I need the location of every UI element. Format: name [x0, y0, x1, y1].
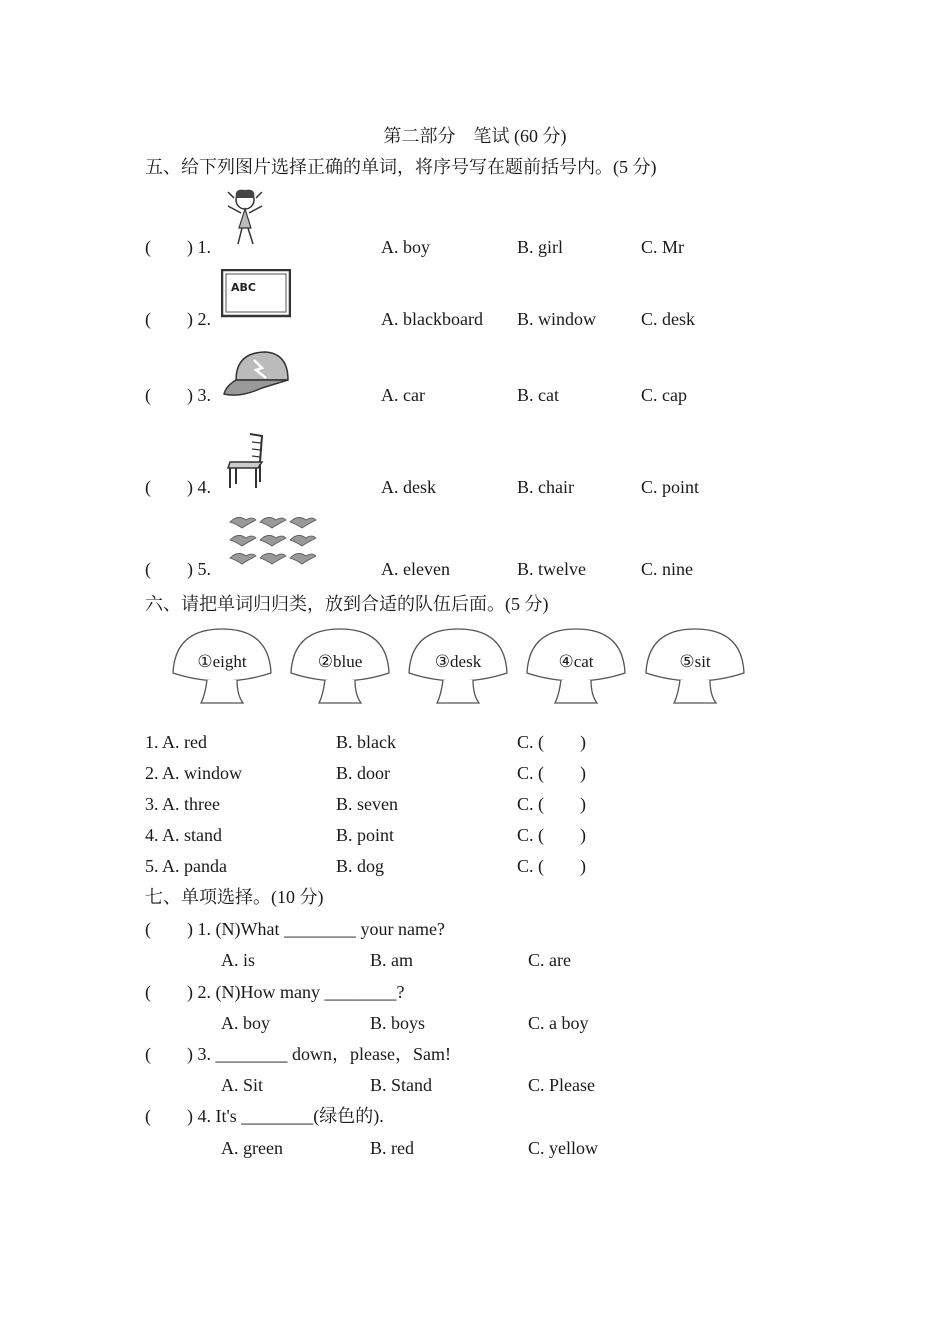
s5-q4-number: ( ) 4.	[145, 477, 211, 497]
s6-row-3-b: B. seven	[336, 794, 398, 814]
s5-q1-number: ( ) 1.	[145, 237, 211, 257]
section-6-heading: 六、请把单词归归类，放到合适的队伍后面。(5 分)	[145, 594, 549, 614]
s5-q4-option-b: B. chair	[517, 477, 574, 497]
s7-q4-option-a: A. green	[221, 1138, 283, 1158]
s6-row-1-a: 1. A. red	[145, 732, 207, 752]
s6-row-4-b: B. point	[336, 825, 395, 845]
s6-row-2-c: C. ( )	[517, 763, 586, 783]
s7-q2-option-b: B. boys	[370, 1013, 426, 1033]
s7-q2-stem: ( ) 2. (N)How many ________?	[145, 982, 405, 1002]
mushroom-5	[644, 625, 746, 707]
s5-q4-option-c: C. point	[641, 477, 700, 497]
s5-q1-option-a: A. boy	[381, 237, 430, 257]
s6-row-2-b: B. door	[336, 763, 390, 783]
s7-q1-option-a: A. is	[221, 950, 256, 970]
s7-q4-option-c: C. yellow	[528, 1138, 598, 1158]
s5-q5-option-b: B. twelve	[517, 559, 586, 579]
s7-q4-stem: ( ) 4. It's ________(绿色的).	[145, 1106, 384, 1126]
s5-q2-number: ( ) 2.	[145, 309, 211, 329]
s5-q3-option-a: A. car	[381, 385, 425, 405]
mushroom-3-label: ③desk	[434, 652, 482, 671]
s5-q4-option-a: A. desk	[381, 477, 436, 497]
blackboard-icon	[221, 269, 291, 319]
s6-row-4-a: 4. A. stand	[145, 825, 223, 845]
cap-icon	[222, 346, 292, 400]
s7-q3-option-b: B. Stand	[370, 1075, 433, 1095]
chair-icon	[224, 432, 270, 490]
s6-row-1-c: C. ( )	[517, 732, 586, 752]
s6-row-5-b: B. dog	[336, 856, 385, 876]
s5-q5-option-c: C. nine	[641, 559, 693, 579]
s5-q1-option-c: C. Mr	[641, 237, 685, 257]
s5-q3-option-c: C. cap	[641, 385, 687, 405]
mushroom-2-label: ②blue	[317, 652, 363, 671]
mushroom-1	[171, 625, 273, 707]
s6-row-5-a: 5. A. panda	[145, 856, 227, 876]
s5-q2-option-a: A. blackboard	[381, 309, 483, 329]
mushroom-4	[525, 625, 627, 707]
s7-q2-option-a: A. boy	[221, 1013, 270, 1033]
s6-row-4-c: C. ( )	[517, 825, 586, 845]
part-title: 第二部分 笔试 (60 分)	[383, 126, 567, 146]
s7-q1-option-c: C. are	[528, 950, 571, 970]
mushroom-5-label: ⑤sit	[679, 652, 711, 671]
birds-icon	[226, 512, 326, 572]
s7-q1-stem: ( ) 1. (N)What ________ your name?	[145, 919, 445, 939]
s6-row-2-a: 2. A. window	[145, 763, 243, 783]
section-7-heading: 七、单项选择。(10 分)	[145, 887, 324, 907]
mushroom-4-label: ④cat	[558, 652, 594, 671]
s5-q3-number: ( ) 3.	[145, 385, 211, 405]
s6-row-3-c: C. ( )	[517, 794, 586, 814]
s5-q5-option-a: A. eleven	[381, 559, 450, 579]
s5-q3-option-b: B. cat	[517, 385, 559, 405]
s5-q2-option-c: C. desk	[641, 309, 695, 329]
s6-row-5-c: C. ( )	[517, 856, 586, 876]
s7-q3-option-a: A. Sit	[221, 1075, 264, 1095]
s5-q1-option-b: B. girl	[517, 237, 564, 257]
s5-q2-option-b: B. window	[517, 309, 597, 329]
mushroom-3	[407, 625, 509, 707]
mushroom-2	[289, 625, 391, 707]
s6-row-3-a: 3. A. three	[145, 794, 220, 814]
s7-q3-stem: ( ) 3. ________ down，please，Sam!	[145, 1044, 451, 1064]
girl-icon	[220, 186, 270, 250]
s7-q4-option-b: B. red	[370, 1138, 414, 1158]
s6-row-1-b: B. black	[336, 732, 396, 752]
s7-q2-option-c: C. a boy	[528, 1013, 589, 1033]
s7-q1-option-b: B. am	[370, 950, 413, 970]
blackboard-text: ABC	[231, 281, 256, 294]
s5-q5-number: ( ) 5.	[145, 559, 211, 579]
s7-q3-option-c: C. Please	[528, 1075, 595, 1095]
mushroom-1-label: ①eight	[197, 652, 247, 671]
section-5-heading: 五、给下列图片选择正确的单词，将序号写在题前括号内。(5 分)	[145, 157, 657, 177]
